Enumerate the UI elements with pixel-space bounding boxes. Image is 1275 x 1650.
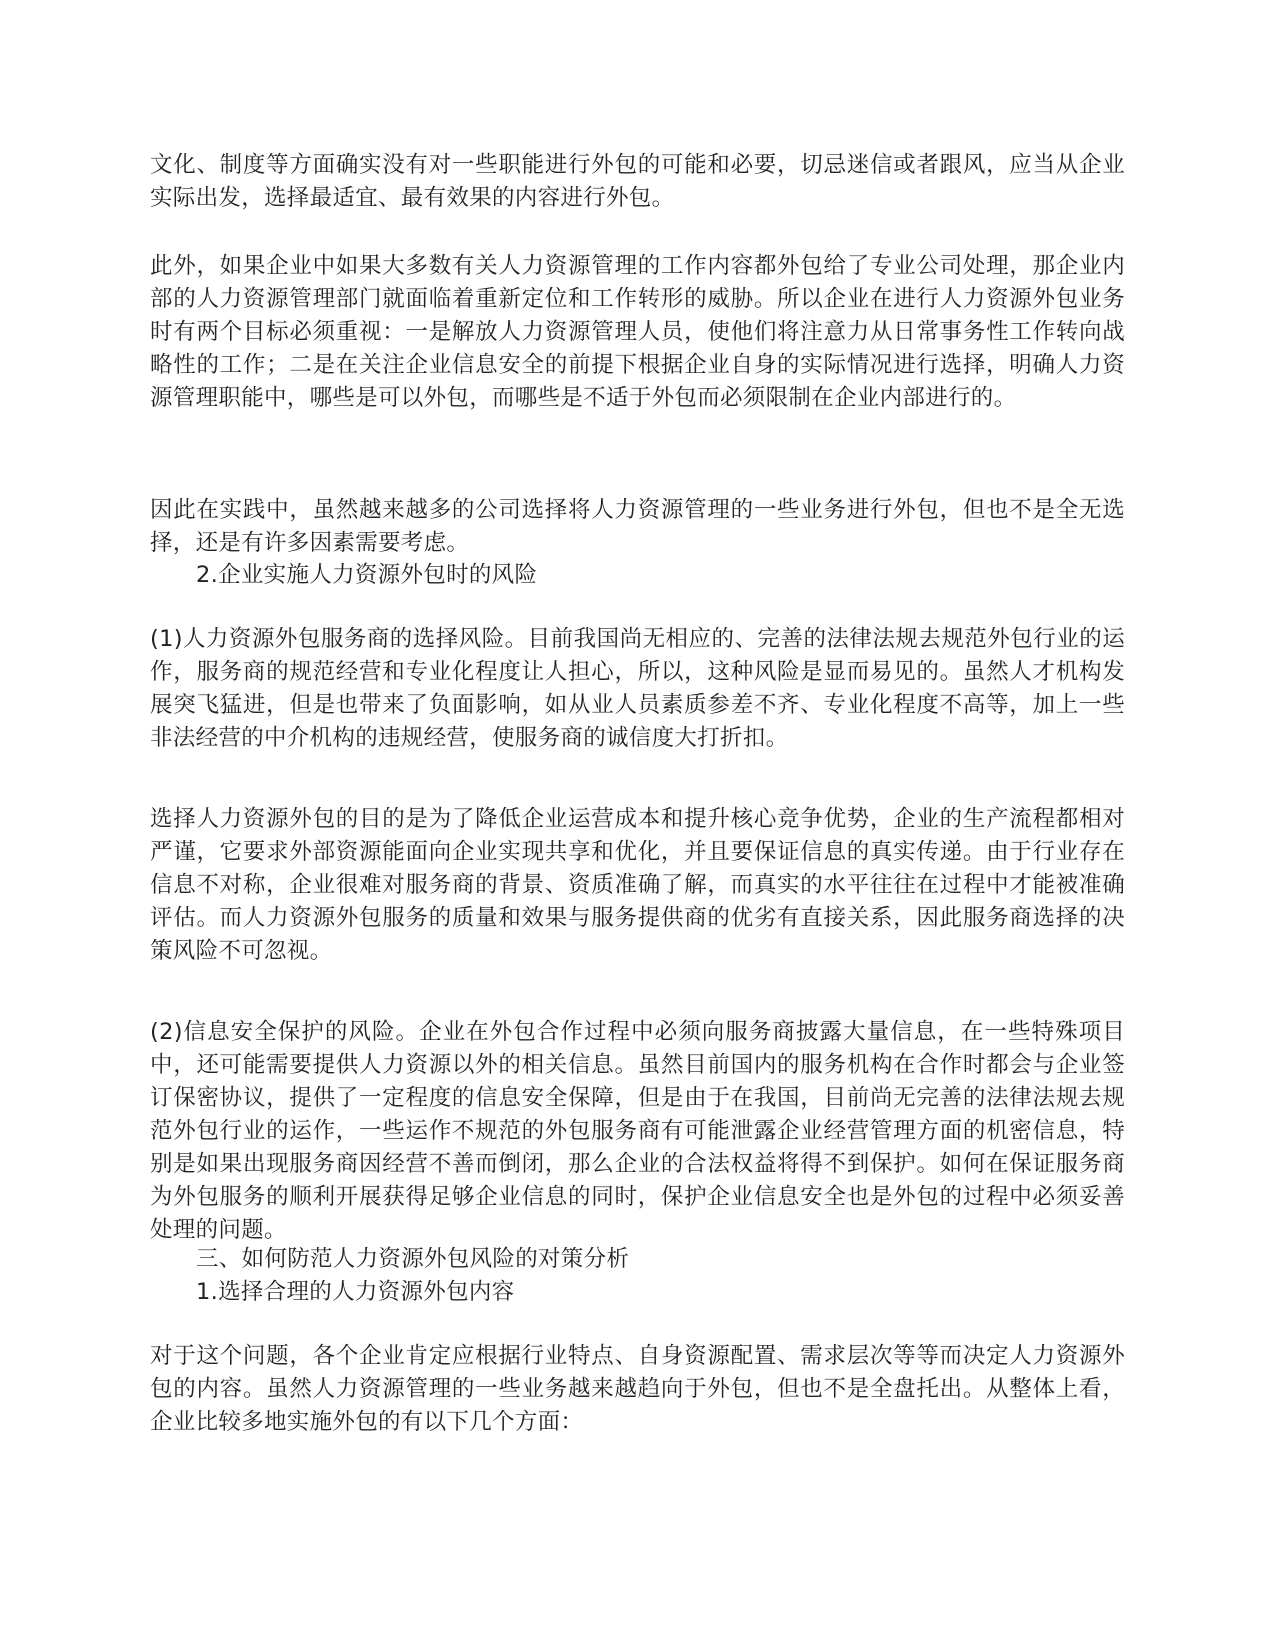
heading-risk-prevention-strategies: 三、如何防范人力资源外包风险的对策分析	[196, 1246, 630, 1272]
paragraph-decision-risk: 选择人力资源外包的目的是为了降低企业运营成本和提升核心竞争优势，企业的生产流程都相对严谨，它要求外部资源能面向企业实现共享和优化，并且要保证信息的真实传递。由于行业存在信息不对称，企业很难对服务商的背景、资质准确了解，而真实的水平往往在过程中才能被准确评估。而人力资源外包服务的质量和效果与服务提供商的优劣有直接关系，因此服务商选择的决策风险不可忽视。	[150, 806, 1125, 964]
paragraph-outsourcing-content-decision: 对于这个问题，各个企业肯定应根据行业特点、自身资源配置、需求层次等等而决定人力资源外包的内容。虽然人力资源管理的一些业务越来越趋向于外包，但也不是全盘托出。从整体上看，企业比较多地实施外包的有以下几个方面：	[150, 1343, 1125, 1435]
paragraph-hr-department-repositioning: 此外，如果企业中如果大多数有关人力资源管理的工作内容都外包给了专业公司处理，那企业内部的人力资源管理部门就面临着重新定位和工作转形的威胁。所以企业在进行人力资源外包业务时有两个目标必须重视：一是解放人力资源管理人员，使他们将注意力从日常事务性工作转向战略性的工作；二是在关注企业信息安全的前提下根据企业自身的实际情况进行选择，明确人力资源管理职能中，哪些是可以外包，而哪些是不适于外包而必须限制在企业内部进行的。	[150, 253, 1125, 411]
paragraph-hr-outsourcing-selection-advice: 文化、制度等方面确实没有对一些职能进行外包的可能和必要，切忌迷信或者跟风，应当从企业实际出发，选择最适宜、最有效果的内容进行外包。	[150, 152, 1125, 211]
paragraph-practice-considerations: 因此在实践中，虽然越来越多的公司选择将人力资源管理的一些业务进行外包，但也不是全无选择，还是有许多因素需要考虑。	[150, 497, 1125, 556]
paragraph-information-security-risk: (2)信息安全保护的风险。企业在外包合作过程中必须向服务商披露大量信息，在一些特殊项目中，还可能需要提供人力资源以外的相关信息。虽然目前国内的服务机构在合作时都会与企业签订保密协议，提供了一定程度的信息安全保障，但是由于在我国，目前尚无完善的法律法规去规范外包行业的运作，一些运作不规范的外包服务商有可能泄露企业经营管理方面的机密信息，特别是如果出现服务商因经营不善而倒闭，那么企业的合法权益将得不到保护。如何在保证服务商为外包服务的顺利开展获得足够企业信息的同时，保护企业信息安全也是外包的过程中必须妥善处理的问题。	[150, 1019, 1125, 1243]
heading-outsourcing-risks: 2.企业实施人力资源外包时的风险	[196, 562, 538, 588]
heading-choose-reasonable-content: 1.选择合理的人力资源外包内容	[196, 1279, 515, 1305]
paragraph-provider-selection-risk: (1)人力资源外包服务商的选择风险。目前我国尚无相应的、完善的法律法规去规范外包行业的运作，服务商的规范经营和专业化程度让人担心，所以，这种风险是显而易见的。虽然人才机构发展突飞猛进，但是也带来了负面影响，如从业人员素质参差不齐、专业化程度不高等，加上一些非法经营的中介机构的违规经营，使服务商的诚信度大打折扣。	[150, 626, 1125, 751]
